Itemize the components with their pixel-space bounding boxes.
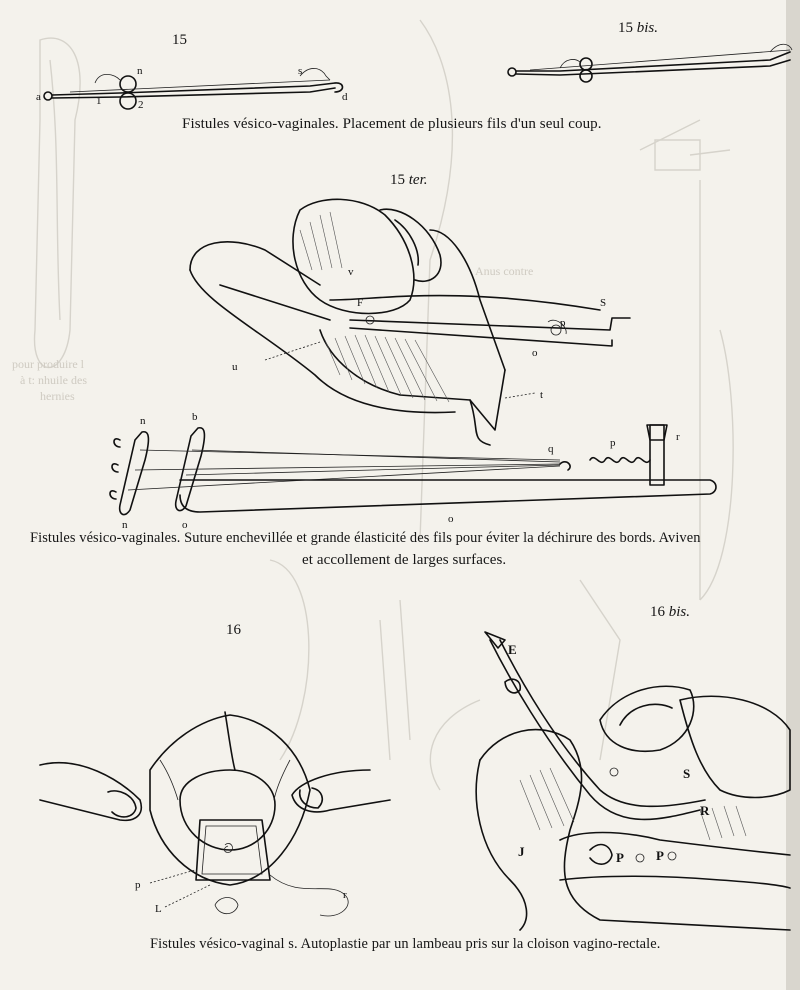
fig15ter-label-n-bottom: n [122, 519, 128, 531]
page-edge-shadow [786, 0, 800, 990]
fig15ter-label-n-top: n [140, 415, 146, 427]
fig15ter-label-t: t [540, 389, 544, 401]
ghost-text-4: hernies [40, 389, 75, 403]
fig16bis-label-S: S [683, 766, 691, 781]
fig15ter-label-r: r [676, 431, 680, 443]
fig15ter-label-F: F [357, 297, 364, 309]
figure-15-bis-number [618, 20, 658, 37]
figure-16-bis-number [650, 604, 690, 621]
fig15ter-label-p2: p [610, 437, 616, 449]
figure-16-number [226, 622, 241, 639]
figure-15-ter-section [190, 199, 630, 445]
figure-15-ter-number [390, 172, 428, 189]
figure-15-ter-sutures [110, 411, 716, 531]
fig15ter-label-o-right: o [448, 513, 454, 525]
figure-16-perineum [40, 712, 390, 916]
figure-15-number-text: 15 [172, 32, 187, 48]
fig15ter-label-S: S [600, 297, 607, 309]
fig15ter-label-q: q [548, 443, 554, 455]
ghost-text-1: Anus contre [475, 264, 534, 278]
figure-16-number-text: 16 [226, 622, 241, 638]
figure-15-number [172, 32, 187, 49]
figure-16-bis-section [476, 632, 790, 930]
fig15-label-d: d [342, 91, 348, 103]
fig16bis-label-P2: P [656, 848, 664, 863]
ghost-text-2: pour produire l [12, 357, 84, 371]
caption-bottom: Fistules vésico-vaginal s. Autoplastie par un lambeau pris sur la cloison vagino-rectale. [150, 936, 661, 952]
fig16-label-p: p [135, 879, 141, 891]
fig15-label-1: 1 [96, 95, 102, 107]
fig15-label-s: s [298, 65, 303, 77]
figure-15-bis-number-text: 15 [618, 20, 633, 36]
figure-15-bis-instrument [508, 44, 792, 82]
fig16bis-label-P1: P [616, 850, 624, 865]
fig16bis-label-E: E [508, 642, 517, 657]
fig15-label-a: a [36, 91, 41, 103]
caption-top: Fistules vésico-vaginales. Placement de plusieurs fils d'un seul coup. [182, 116, 602, 132]
fig15ter-label-u: u [232, 361, 238, 373]
figure-15-ter-suffix: ter. [408, 172, 428, 188]
fig15ter-label-p: p [560, 317, 566, 329]
caption-middle-line-2: et accollement de larges surfaces. [302, 552, 507, 568]
fig15-label-n: n [137, 65, 143, 77]
fig16bis-label-R: R [700, 803, 710, 818]
fig15ter-label-v: v [348, 266, 354, 278]
figure-15-instrument [36, 65, 348, 111]
figure-16-bis-number-text: 16 [650, 604, 665, 620]
fig15ter-label-o-left: o [182, 519, 188, 531]
fig15ter-label-b: b [192, 411, 198, 423]
figure-15-bis-suffix: bis. [636, 20, 659, 36]
caption-middle-line-1: Fistules vésico-vaginales. Suture enchevillée et grande élasticité des fils pour éviter la déchirure des bords. Aviven [30, 530, 701, 546]
ghost-text-3: à t: nhuile des [20, 373, 87, 387]
fig15ter-label-o: o [532, 347, 538, 359]
fig16bis-label-J: J [518, 844, 525, 859]
figure-16-bis-suffix: bis. [668, 604, 691, 620]
fig16-label-r: r [343, 889, 347, 901]
fig16-label-L: L [155, 903, 162, 915]
figure-15-ter-number-text: 15 [390, 172, 405, 188]
fig15-label-2: 2 [138, 99, 144, 111]
